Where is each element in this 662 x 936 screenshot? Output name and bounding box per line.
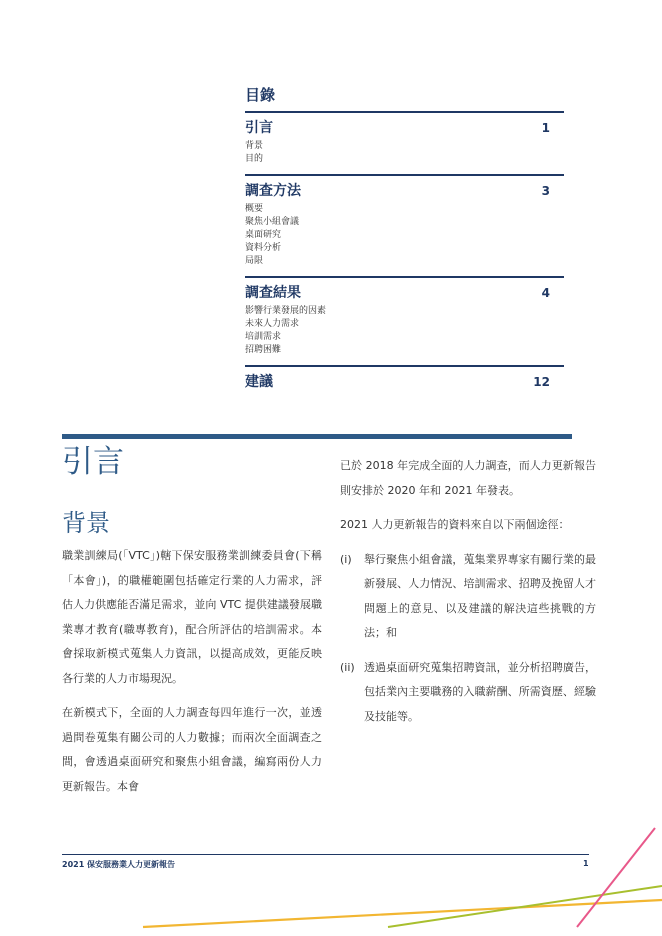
toc-section-page: 12	[533, 375, 550, 389]
toc-section-label[interactable]: 建議	[245, 374, 273, 390]
footer-title: 2021 保安服務業人力更新報告	[62, 860, 176, 869]
page-title: 引言	[62, 444, 124, 480]
toc-section-label[interactable]: 調查結果	[245, 285, 301, 301]
yellow-accent-line	[143, 900, 662, 927]
toc-section-page: 4	[541, 286, 550, 300]
toc-title: 目錄	[245, 86, 276, 104]
body-paragraph: 職業訓練局(「VTC」)轄下保安服務業訓練委員會(下稱「本會」)，的職權範圍包括確定行業的人力需求，評估人力供應能否滿足需求，並向 VTC 提供建議發展職業專才教育(職專教育)，配合所評估的培訓需求。本會採取新模式蒐集人力資訊，以提高成效，更能反映各行業的人力市場現況。	[62, 549, 322, 685]
toc-sub-item[interactable]: 影響行業發展的因素	[245, 306, 327, 316]
toc-sub-item[interactable]: 未來人力需求	[245, 319, 300, 329]
toc-section-label[interactable]: 調查方法	[245, 183, 301, 199]
list-text: 透過桌面研究蒐集招聘資訊，並分析招聘廣告，包括業內主要職務的入職薪酬、所需資歷、經驗及技能等。	[364, 660, 596, 723]
toc-sub-item[interactable]: 聚焦小組會議	[245, 217, 300, 227]
toc-sub-item[interactable]: 培訓需求	[245, 332, 282, 342]
toc-sub-item[interactable]: 資料分析	[245, 243, 282, 253]
list-marker: (i)	[340, 552, 352, 566]
toc-sub-item[interactable]: 概要	[245, 204, 264, 214]
list-text: 舉行聚焦小組會議，蒐集業界專家有關行業的最新發展、人力情況、培訓需求、招聘及挽留人才問題上的意見、以及建議的解決這些挑戰的方法；和	[364, 552, 596, 639]
toc-section-label[interactable]: 引言	[245, 120, 273, 136]
toc-sub-item[interactable]: 桌面研究	[245, 230, 282, 240]
page-number: 1	[583, 859, 589, 868]
section-subheading: 背景	[62, 509, 110, 537]
toc-sub-item[interactable]: 目的	[245, 154, 264, 164]
toc-sub-item[interactable]: 背景	[245, 141, 264, 151]
toc-sub-item[interactable]: 招聘困難	[245, 345, 282, 355]
body-paragraph: 在新模式下，全面的人力調查每四年進行一次，並透過問卷蒐集有關公司的人力數據；而兩次全面調查之間，會透過桌面研究和聚焦小組會議，編寫兩份人力更新報告。本會	[62, 706, 322, 793]
green-accent-line	[388, 886, 662, 927]
toc-section-page: 1	[541, 121, 550, 135]
list-marker: (ii)	[340, 660, 355, 674]
body-paragraph: 已於 2018 年完成全面的人力調查，而人力更新報告則安排於 2020 年和 2021 年發表。	[340, 459, 596, 497]
body-paragraph: 2021 人力更新報告的資料來自以下兩個途徑：	[340, 518, 570, 531]
pink-accent-line	[577, 828, 655, 927]
toc-sub-item[interactable]: 局限	[245, 256, 264, 266]
toc-section-page: 3	[541, 184, 550, 198]
